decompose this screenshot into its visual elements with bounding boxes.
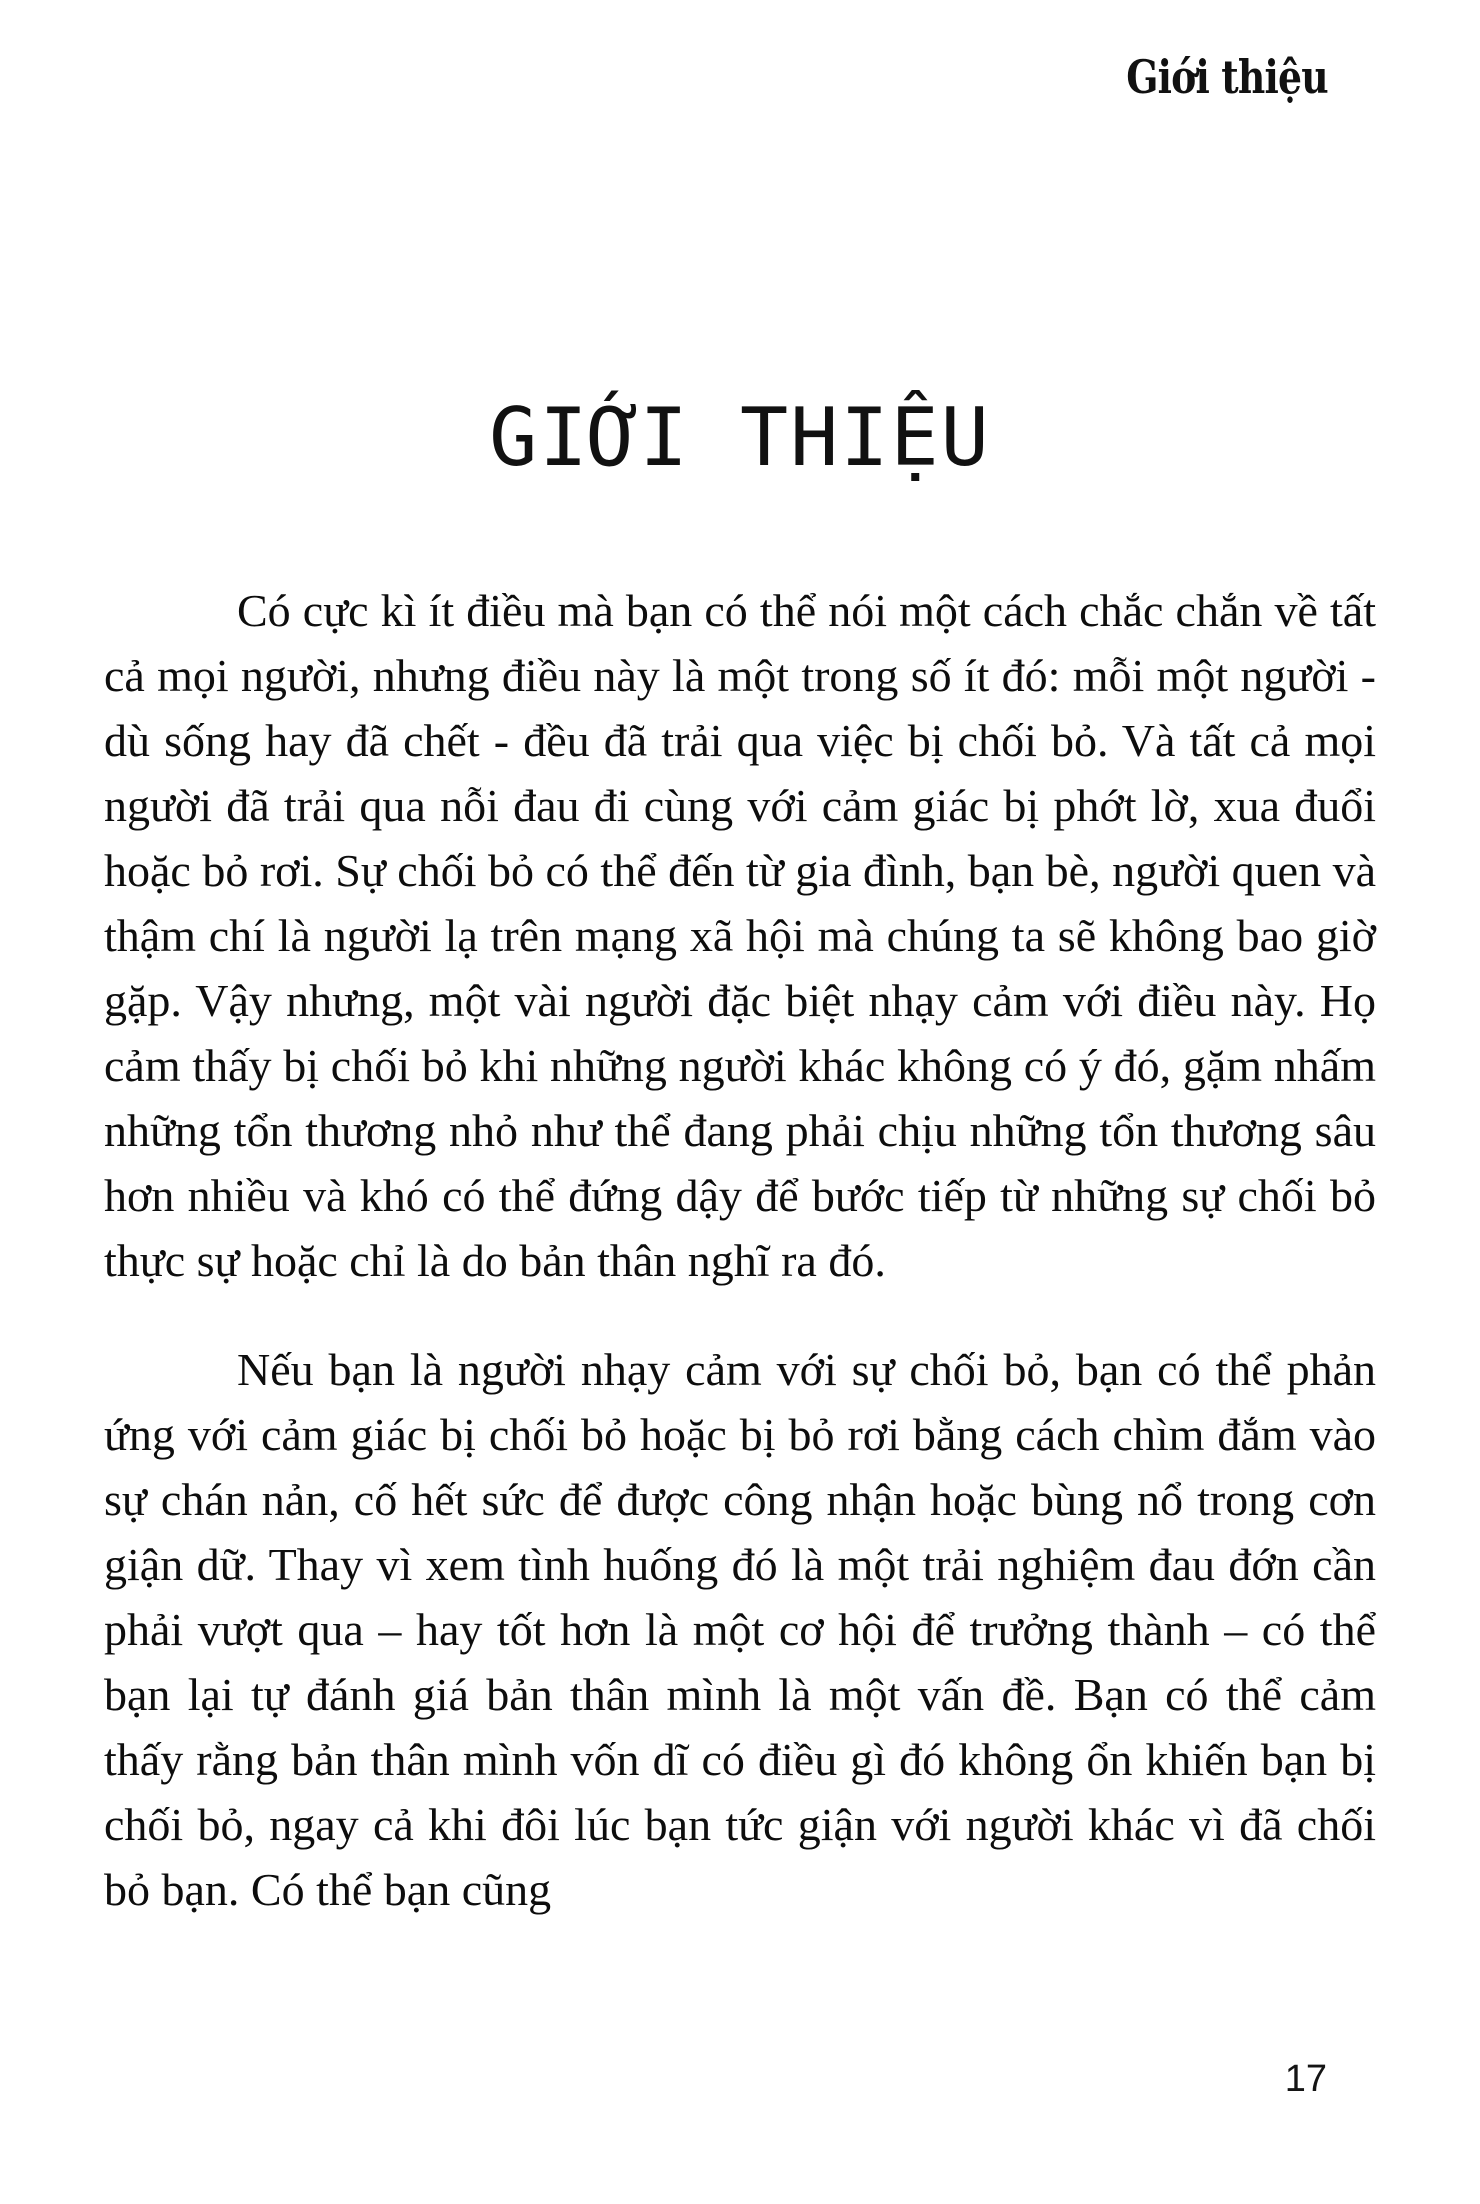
chapter-title: GIỚI THIỆU (489, 390, 991, 484)
page-number: 17 (1284, 2058, 1327, 2100)
body-text (104, 578, 1376, 1922)
paragraph: Có cực kì ít điều mà bạn có thể nói một cách chắc chắn về tất cả mọi người, nhưng điều này là một trong số ít đó: mỗi một người - dù sống hay đã chết - đều đã trải qua việc bị chối bỏ. Và tất cả mọi người đã trải qua nỗi đau đi cùng với cảm giác bị phớt lờ, xua đuổi hoặc bỏ rơi. Sự chối bỏ có thể đến từ gia đình, bạn bè, người quen và thậm chí là người lạ trên mạng xã hội mà chúng ta sẽ không bao giờ gặp. Vậy nhưng, một vài người đặc biệt nhạy cảm với điều này. Họ cảm thấy bị chối bỏ khi những người khác không có ý đó, gặm nhấm những tổn thương nhỏ như thể đang phải chịu những tổn thương sâu hơn nhiều và khó có thể đứng dậy để bước tiếp từ những sự chối bỏ thực sự hoặc chỉ là do bản thân nghĩ ra đó. (104, 585, 1376, 1286)
running-header: Giới thiệu (1126, 50, 1328, 104)
paragraph: Nếu bạn là người nhạy cảm với sự chối bỏ, bạn có thể phản ứng với cảm giác bị chối bỏ hoặc bị bỏ rơi bằng cách chìm đắm vào sự chán nản, cố hết sức để được công nhận hoặc bùng nổ trong cơn giận dữ. Thay vì xem tình huống đó là một trải nghiệm đau đớn cần phải vượt qua – hay tốt hơn là một cơ hội để trưởng thành – có thể bạn lại tự đánh giá bản thân mình là một vấn đề. Bạn có thể cảm thấy rằng bản thân mình vốn dĩ có điều gì đó không ổn khiến bạn bị chối bỏ, ngay cả khi đôi lúc bạn tức giận với người khác vì đã chối bỏ bạn. Có thể bạn cũng (104, 1344, 1376, 1915)
